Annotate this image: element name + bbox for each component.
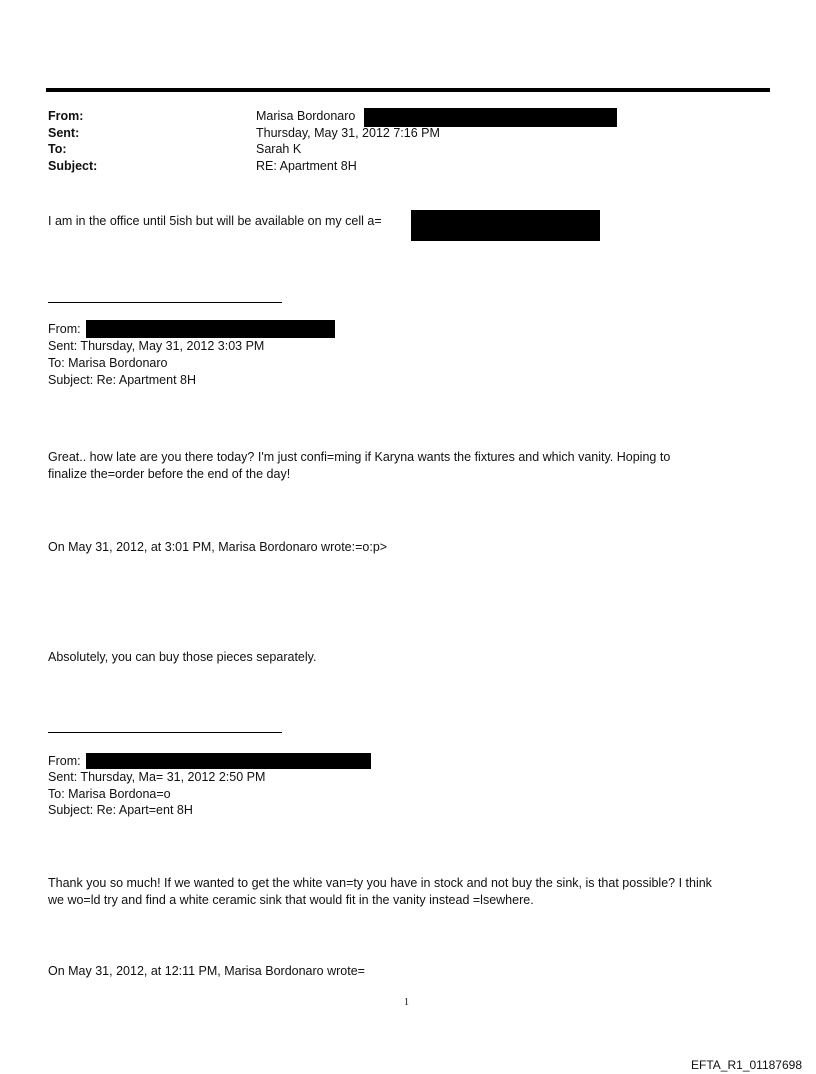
subject-value: RE: Apartment 8H <box>256 159 357 173</box>
quote1-body-line1: Great.. how late are you there today? I'm just confi=ming if Karyna wants the fixtures and which vanity. Hoping to <box>48 450 671 464</box>
quote1-from: From: <box>48 322 81 336</box>
separator-rule <box>48 302 282 303</box>
quote1-to: To: Marisa Bordonaro <box>48 356 168 370</box>
quote1-sent: Sent: Thursday, May 31, 2012 3:03 PM <box>48 339 265 353</box>
quote2-to: To: Marisa Bordona=o <box>48 787 171 801</box>
redaction <box>411 210 600 241</box>
from-label: From: <box>48 109 84 123</box>
from-value: Marisa Bordonaro <box>256 109 356 123</box>
bates-number: EFTA_R1_01187698 <box>691 1058 802 1072</box>
quote2-body-line1: Thank you so much! If we wanted to get the white van=ty you have in stock and not buy the sink, is that possible? I think <box>48 876 712 890</box>
separator-rule <box>48 732 282 733</box>
sent-value: Thursday, May 31, 2012 7:16 PM <box>256 126 440 140</box>
quote2-sent: Sent: Thursday, Ma= 31, 2012 2:50 PM <box>48 770 266 784</box>
quote2-from: From: <box>48 754 81 768</box>
to-value: Sarah K <box>256 142 302 156</box>
quote1-body-line2: finalize the=order before the end of the day! <box>48 467 291 481</box>
sent-label: Sent: <box>48 126 80 140</box>
to-label: To: <box>48 142 67 156</box>
redaction <box>86 320 335 338</box>
quote2-wrote: On May 31, 2012, at 12:11 PM, Marisa Bordonaro wrote= <box>48 964 365 978</box>
quote2-subject: Subject: Re: Apart=ent 8H <box>48 803 193 817</box>
quote2-body-line2: we wo=ld try and find a white ceramic sink that would fit in the vanity instead =lsewhere. <box>48 893 534 907</box>
quote1-subject: Subject: Re: Apartment 8H <box>48 373 196 387</box>
quote1-wrote: On May 31, 2012, at 3:01 PM, Marisa Bordonaro wrote:=o:p> <box>48 540 388 554</box>
quote1-reply: Absolutely, you can buy those pieces separately. <box>48 650 317 664</box>
page-number: 1 <box>404 997 409 1008</box>
subject-label: Subject: <box>48 159 98 173</box>
body-text: I am in the office until 5ish but will be available on my cell a= <box>48 214 382 228</box>
redaction <box>86 753 371 769</box>
header-rule <box>46 88 770 92</box>
